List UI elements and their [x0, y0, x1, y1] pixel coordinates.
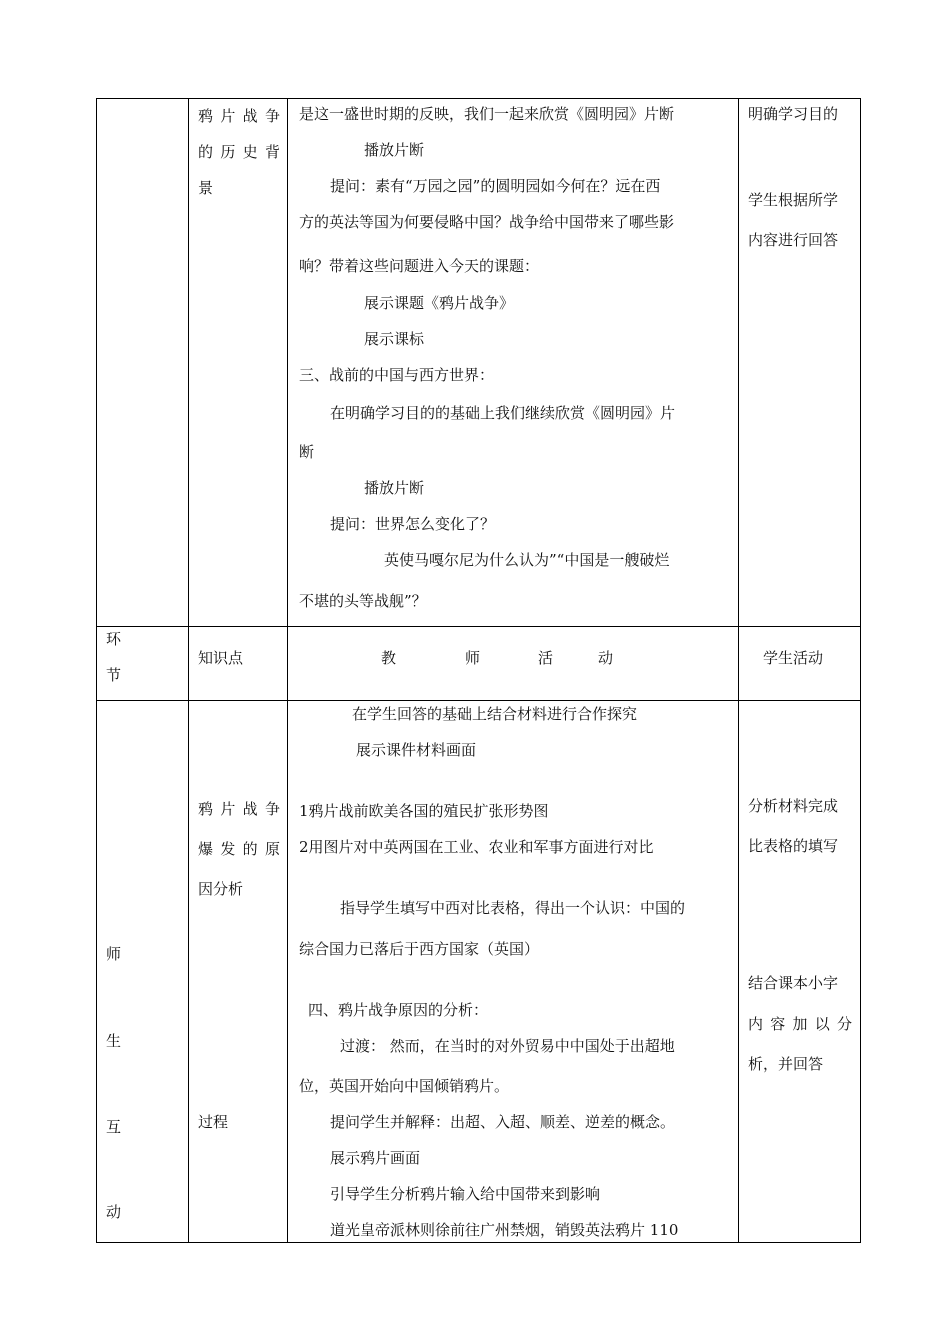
- teacher-text-line: 断: [299, 443, 315, 461]
- teacher-text-line: 展示鸦片画面: [330, 1149, 421, 1167]
- teacher-text-line: 1鸦片战前欧美各国的殖民扩张形势图: [299, 802, 549, 820]
- column-divider: [287, 98, 288, 1243]
- teacher-text-line: 综合国力已落后于西方国家（英国）: [299, 940, 540, 958]
- teacher-text-line: 播放片断: [364, 141, 425, 159]
- header-teacher-activity-char: 活: [538, 649, 554, 667]
- student-text-line: 学生根据所学: [748, 191, 839, 209]
- teacher-text-line: 在学生回答的基础上结合材料进行合作探究: [352, 705, 638, 723]
- table-border-bottom: [96, 1242, 861, 1243]
- header-student-activity: 学生活动: [763, 649, 824, 667]
- student-text-line: 结合课本小字: [748, 974, 839, 992]
- header-teacher-activity-char: 动: [598, 649, 614, 667]
- teacher-text-line: 展示课件材料画面: [356, 741, 477, 759]
- row-divider: [96, 626, 861, 627]
- stage-char: 动: [106, 1203, 122, 1221]
- teacher-text-line: 播放片断: [364, 479, 425, 497]
- knowledge-point-line: 的历史背: [198, 143, 280, 161]
- table-border-left: [96, 98, 97, 1243]
- stage-char: 师: [106, 945, 122, 963]
- knowledge-point-line: 爆发的原: [198, 840, 280, 858]
- teacher-text-line: 道光皇帝派林则徐前往广州禁烟，销毁英法鸦片 110: [330, 1221, 679, 1239]
- teacher-text-line: 展示课题《鸦片战争》: [364, 294, 515, 312]
- student-text-line: 比表格的填写: [748, 837, 839, 855]
- knowledge-point-cell: [198, 98, 280, 206]
- teacher-text-line: 位，英国开始向中国倾销鸦片。: [299, 1077, 510, 1095]
- teacher-text-line: 不堪的头等战舰”？: [299, 592, 427, 610]
- teacher-text-line: 响？带着这些问题进入今天的课题：: [299, 257, 540, 275]
- student-text-line: 内容进行回答: [748, 231, 839, 249]
- teacher-text-line: 四、鸦片战争原因的分析：: [308, 1001, 489, 1019]
- teacher-text-line: 提问学生并解释：出超、入超、顺差、逆差的概念。: [330, 1113, 676, 1131]
- student-text-line: 分析材料完成: [748, 797, 839, 815]
- student-text-line: 明确学习目的: [748, 105, 839, 123]
- stage-char: 互: [106, 1118, 122, 1136]
- header-stage: 节: [106, 666, 122, 684]
- header-teacher-activity-char: 教: [381, 649, 397, 667]
- teacher-text-line: 提问：世界怎么变化了？: [330, 515, 496, 533]
- teacher-text-line: 指导学生填写中西对比表格，得出一个认识：中国的: [340, 899, 686, 917]
- teacher-text-line: 方的英法等国为何要侵略中国？战争给中国带来了哪些影: [299, 213, 675, 231]
- teacher-text-line: 展示课标: [364, 330, 425, 348]
- knowledge-point-line: 景: [198, 179, 214, 197]
- header-teacher-activity-char: 师: [465, 649, 481, 667]
- column-divider: [188, 98, 189, 1243]
- teacher-text-line: 提问：素有“万园之园”的圆明园如今何在？远在西: [330, 177, 661, 195]
- teacher-text-line: 是这一盛世时期的反映，我们一起来欣赏《圆明园》片断: [299, 105, 675, 123]
- teacher-text-line: 过渡： 然而，在当时的对外贸易中中国处于出超地: [340, 1037, 675, 1055]
- student-text-line: 析，并回答: [748, 1055, 824, 1073]
- row-divider: [96, 700, 861, 701]
- column-divider: [738, 98, 739, 1243]
- stage-char: 生: [106, 1032, 122, 1050]
- teacher-text-line: 三、战前的中国与西方世界：: [299, 366, 495, 384]
- teacher-text-line: 引导学生分析鸦片输入给中国带来到影响: [330, 1185, 601, 1203]
- knowledge-point-cell: [198, 789, 280, 909]
- student-text-line: [748, 1014, 852, 1034]
- header-knowledge-point: 知识点: [198, 649, 244, 667]
- knowledge-point-line: 鸦片战争: [198, 800, 280, 818]
- student-text-justified: 内容加以分: [748, 1015, 852, 1033]
- table-border-right: [860, 98, 861, 1243]
- knowledge-point-line: 因分析: [198, 880, 244, 898]
- teacher-text-line: 2用图片对中英两国在工业、农业和军事方面进行对比: [299, 838, 654, 856]
- teacher-text-line: 在明确学习目的的基础上我们继续欣赏《圆明园》片: [330, 404, 676, 422]
- header-stage: 环: [106, 630, 122, 648]
- knowledge-point-line: 鸦片战争: [198, 107, 280, 125]
- knowledge-point-process: 过程: [198, 1113, 229, 1131]
- teacher-text-line: 英使马嘎尔尼为什么认为”“中国是一艘破烂: [384, 551, 670, 569]
- lesson-plan-table: [96, 98, 861, 1243]
